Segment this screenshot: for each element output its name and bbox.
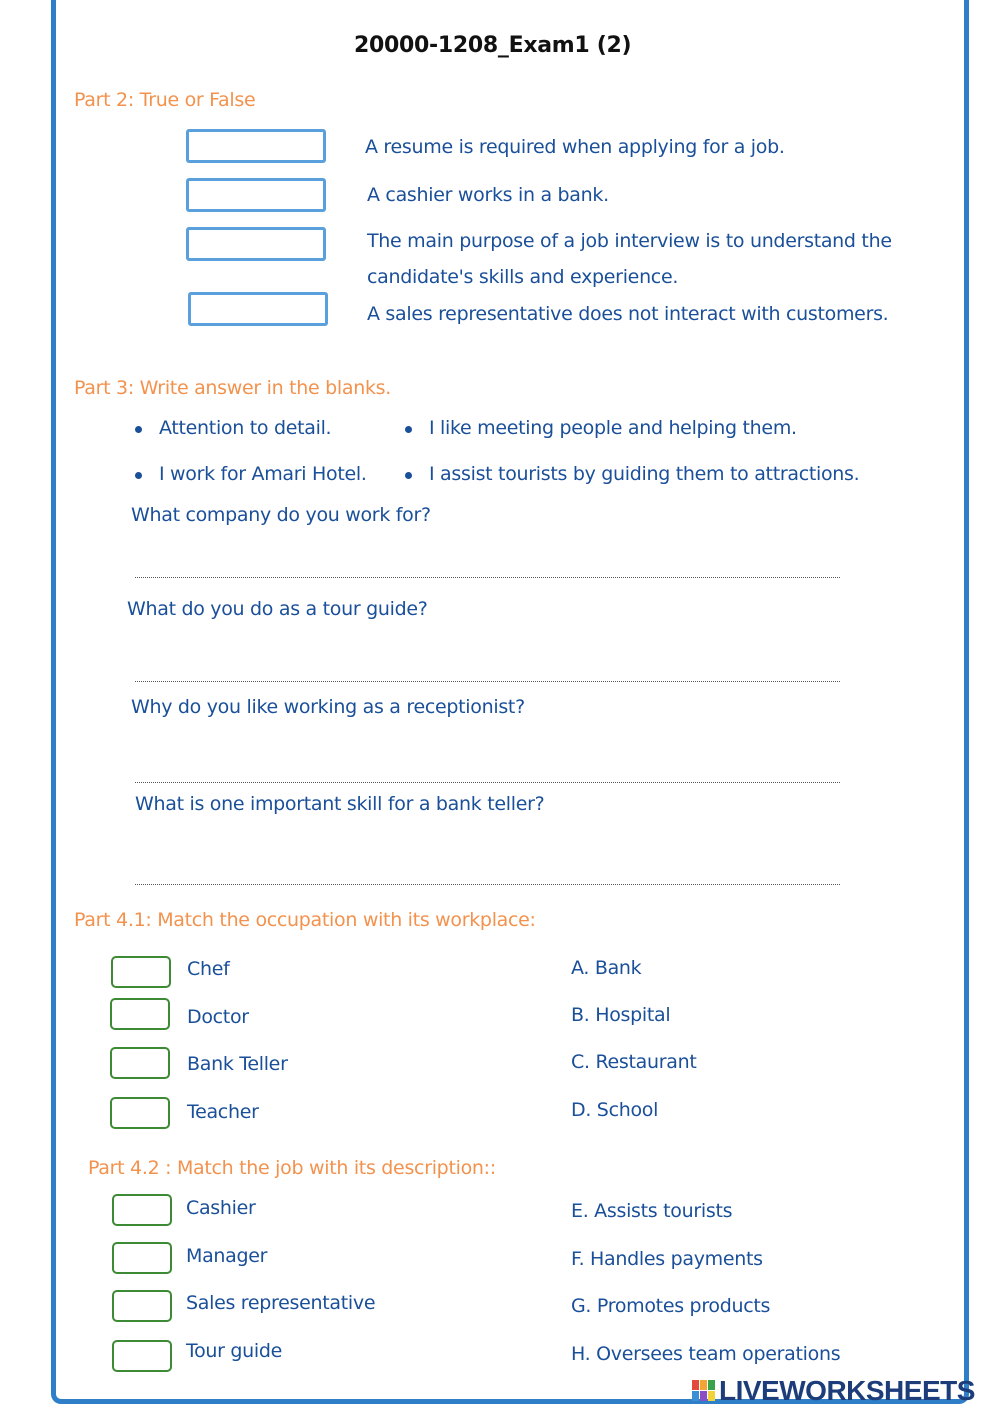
option-attention: Attention to detail. bbox=[159, 417, 332, 439]
tf-statement-3-line2: candidate's skills and experience. bbox=[367, 266, 679, 288]
answer-line-3[interactable] bbox=[135, 782, 840, 783]
worksheet-title: 20000-1208_Exam1 (2) bbox=[354, 33, 632, 58]
bullet-icon bbox=[405, 426, 412, 433]
job-cashier: Cashier bbox=[186, 1197, 256, 1219]
match-box-cashier[interactable] bbox=[112, 1194, 172, 1226]
occupation-chef: Chef bbox=[187, 958, 230, 980]
match-box-tour-guide[interactable] bbox=[112, 1340, 172, 1372]
match-box-sales-rep[interactable] bbox=[112, 1290, 172, 1322]
job-manager: Manager bbox=[186, 1245, 268, 1267]
workplace-c: C. Restaurant bbox=[571, 1051, 697, 1073]
workplace-b: B. Hospital bbox=[571, 1004, 671, 1026]
tf-statement-2: A cashier works in a bank. bbox=[367, 184, 609, 206]
part2-heading: Part 2: True or False bbox=[74, 89, 256, 111]
tf-answer-box-2[interactable] bbox=[186, 178, 326, 212]
tf-answer-box-1[interactable] bbox=[186, 129, 326, 163]
part3-heading: Part 3: Write answer in the blanks. bbox=[74, 377, 391, 399]
description-h: H. Oversees team operations bbox=[571, 1343, 841, 1365]
occupation-bank-teller: Bank Teller bbox=[187, 1053, 288, 1075]
bullet-icon bbox=[135, 426, 142, 433]
description-g: G. Promotes products bbox=[571, 1295, 771, 1317]
question-3: Why do you like working as a receptionist? bbox=[131, 696, 525, 718]
match-box-chef[interactable] bbox=[111, 956, 171, 988]
workplace-a: A. Bank bbox=[571, 957, 642, 979]
match-box-manager[interactable] bbox=[112, 1242, 172, 1274]
liveworksheets-logo-icon bbox=[692, 1380, 716, 1402]
job-sales-representative: Sales representative bbox=[186, 1292, 376, 1314]
option-like-meeting: I like meeting people and helping them. bbox=[429, 417, 797, 439]
match-box-doctor[interactable] bbox=[110, 998, 170, 1030]
job-tour-guide: Tour guide bbox=[186, 1340, 283, 1362]
occupation-teacher: Teacher bbox=[187, 1101, 259, 1123]
part42-heading: Part 4.2 : Match the job with its description:: bbox=[88, 1157, 496, 1179]
part41-heading: Part 4.1: Match the occupation with its workplace: bbox=[74, 909, 536, 931]
answer-line-4[interactable] bbox=[135, 884, 840, 885]
occupation-doctor: Doctor bbox=[187, 1006, 249, 1028]
workplace-d: D. School bbox=[571, 1099, 659, 1121]
tf-statement-1: A resume is required when applying for a job. bbox=[365, 136, 785, 158]
description-f: F. Handles payments bbox=[571, 1248, 763, 1270]
match-box-bank-teller[interactable] bbox=[110, 1047, 170, 1079]
liveworksheets-logo[interactable] bbox=[692, 1375, 975, 1407]
tf-answer-box-3[interactable] bbox=[186, 227, 326, 261]
question-1: What company do you work for? bbox=[131, 504, 431, 526]
bullet-icon bbox=[135, 472, 142, 479]
option-amari: I work for Amari Hotel. bbox=[159, 463, 367, 485]
tf-statement-3-line1: The main purpose of a job interview is to understand the bbox=[367, 230, 892, 252]
match-box-teacher[interactable] bbox=[110, 1097, 170, 1129]
description-e: E. Assists tourists bbox=[571, 1200, 733, 1222]
brand-name: LIVEWORKSHEETS bbox=[719, 1375, 975, 1406]
answer-line-2[interactable] bbox=[135, 681, 840, 682]
answer-line-1[interactable] bbox=[135, 577, 840, 578]
question-2: What do you do as a tour guide? bbox=[127, 598, 428, 620]
tf-statement-4: A sales representative does not interact with customers. bbox=[367, 303, 889, 325]
tf-answer-box-4[interactable] bbox=[188, 292, 328, 326]
question-4: What is one important skill for a bank teller? bbox=[135, 793, 545, 815]
option-assist: I assist tourists by guiding them to attractions. bbox=[429, 463, 860, 485]
bullet-icon bbox=[405, 472, 412, 479]
